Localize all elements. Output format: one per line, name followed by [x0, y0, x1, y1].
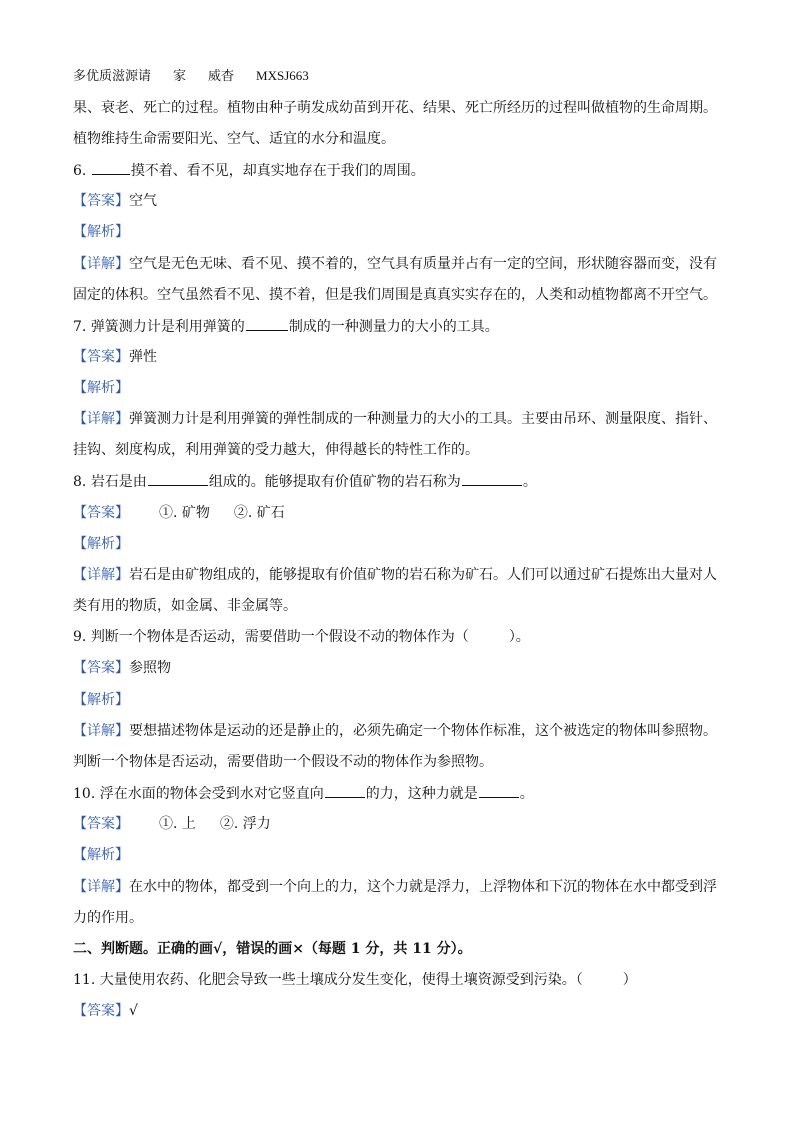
- question-text: 的力，这种力就是: [365, 786, 478, 802]
- detail-line: [73, 721, 724, 741]
- detail-tag: 【详解】: [73, 723, 129, 739]
- answer-blank: [325, 783, 365, 798]
- analysis-tag: 【解析】: [73, 380, 129, 396]
- answer-option-1: ①. 矿物: [159, 505, 210, 521]
- page-header: [73, 66, 724, 87]
- detail-tag: 【详解】: [73, 411, 129, 427]
- analysis-line: [73, 845, 724, 865]
- answer-blank: [246, 316, 288, 331]
- question-text: 弹簧测力计是利用弹簧的: [90, 319, 245, 335]
- question-number: 6.: [73, 163, 87, 179]
- question-text: 判断一个物体是否运动，需要借助一个假设不动的物体作为（: [90, 629, 469, 645]
- paragraph-line: 植物维持生命需要阳光、空气、适宜的水分和温度。: [73, 131, 395, 147]
- detail-line: [73, 254, 724, 274]
- question-text: 制成的一种测量力的大小的工具。: [288, 319, 499, 335]
- question-10: [73, 783, 724, 804]
- answer-option-2: ②. 浮力: [219, 816, 271, 832]
- detail-line: [73, 877, 724, 897]
- analysis-tag: 【解析】: [73, 536, 129, 552]
- analysis-line: [73, 222, 724, 242]
- analysis-line: [73, 534, 724, 554]
- question-text: 。: [522, 474, 537, 490]
- question-8: [73, 471, 724, 492]
- answer-text: 空气: [129, 193, 157, 209]
- detail-tag: 【详解】: [73, 567, 129, 583]
- analysis-line: [73, 378, 724, 398]
- answer-line: [73, 658, 724, 678]
- detail-line: [73, 409, 724, 429]
- detail-tag: 【详解】: [73, 879, 129, 895]
- answer-line: [73, 503, 724, 523]
- answer-line: [73, 347, 724, 367]
- detail-tag: 【详解】: [73, 256, 129, 272]
- question-text: 岩石是由: [90, 474, 147, 490]
- question-number: 8.: [73, 474, 87, 490]
- question-number: 11.: [73, 972, 96, 988]
- answer-tag: 【答案】: [73, 505, 129, 521]
- question-9: [73, 627, 724, 647]
- header-text-3: 威杳: [208, 69, 235, 84]
- detail-text: 要想描述物体是运动的还是静止的，必须先确定一个物体作标准，这个被选定的物体叫参照物。: [129, 723, 717, 739]
- question-6: [73, 160, 724, 181]
- detail-text: 在水中的物体，都受到一个向上的力，这个力就是浮力，上浮物体和下沉的物体在水中都受到浮: [129, 879, 717, 895]
- answer-option-1: ①. 上: [159, 816, 196, 832]
- question-text: 。: [519, 786, 534, 802]
- question-text: 大量使用农药、化肥会导致一些土壤成分发生变化，使得土壤资源受到污染。（: [99, 972, 583, 988]
- header-text-2: 家: [173, 69, 187, 84]
- answer-tag: 【答案】: [73, 1003, 129, 1019]
- analysis-tag: 【解析】: [73, 847, 129, 863]
- answer-tag: 【答案】: [73, 193, 129, 209]
- question-text: 浮在水面的物体会受到水对它竖直向: [99, 786, 324, 802]
- analysis-line: [73, 690, 724, 710]
- answer-blank: [462, 471, 522, 486]
- answer-tag: 【答案】: [73, 349, 129, 365]
- question-number: 10.: [73, 786, 96, 802]
- paragraph-line: 果、衰老、死亡的过程。植物由种子萌发成幼苗到开花、结果、死亡所经历的过程叫做植物的生命周期。: [73, 100, 717, 116]
- answer-tag: 【答案】: [73, 660, 129, 676]
- answer-option-2: ②. 矿石: [233, 505, 285, 521]
- question-text: ）。: [508, 629, 530, 645]
- question-text: ）: [622, 972, 637, 988]
- answer-blank: [148, 471, 208, 486]
- question-number: 9.: [73, 629, 87, 645]
- answer-line: [73, 191, 724, 211]
- detail-line-2: 力的作用。: [73, 910, 143, 926]
- detail-text: 弹簧测力计是利用弹簧的弹性制成的一种测量力的大小的工具。主要由吊环、测量限度、指针、: [129, 411, 717, 427]
- detail-line-2: 固定的体积。空气虽然看不见、摸不着，但是我们周围是真真实实存在的，人类和动植物都离不开空气。: [73, 287, 717, 303]
- analysis-tag: 【解析】: [73, 692, 129, 708]
- answer-line: [73, 814, 724, 834]
- answer-blank: [92, 160, 130, 175]
- section-title: 二、判断题。正确的画√，错误的画×（每题 1 分，共 11 分）。: [73, 941, 472, 957]
- question-7: [73, 316, 724, 337]
- detail-line-2: 判断一个物体是否运动，需要借助一个假设不动的物体作为参照物。: [73, 754, 493, 770]
- header-text-1: 多优质滋源请: [73, 69, 152, 84]
- question-11: [73, 970, 724, 990]
- question-text: 摸不着、看不见，却真实地存在于我们的周围。: [130, 163, 425, 179]
- answer-blank: [479, 783, 519, 798]
- answer-text: √: [129, 1003, 138, 1019]
- question-number: 7.: [73, 319, 87, 335]
- detail-line-2: 类有用的物质，如金属、非金属等。: [73, 598, 297, 614]
- detail-line-2: 挂钩、刻度构成，利用弹簧的受力越大，伸得越长的特性工作的。: [73, 442, 479, 458]
- answer-text: 弹性: [129, 349, 157, 365]
- answer-line: [73, 1001, 724, 1021]
- answer-text: 参照物: [129, 660, 171, 676]
- analysis-tag: 【解析】: [73, 224, 129, 240]
- detail-text: 岩石是由矿物组成的，能够提取有价值矿物的岩石称为矿石。人们可以通过矿石提炼出大量对人: [129, 567, 717, 583]
- detail-line: [73, 565, 724, 585]
- question-text: 组成的。能够提取有价值矿物的岩石称为: [208, 474, 461, 490]
- detail-text: 空气是无色无味、看不见、摸不着的，空气具有质量并占有一定的空间，形状随容器而变，没有: [129, 256, 717, 272]
- header-code: MXSJ663: [256, 68, 309, 83]
- answer-tag: 【答案】: [73, 816, 129, 832]
